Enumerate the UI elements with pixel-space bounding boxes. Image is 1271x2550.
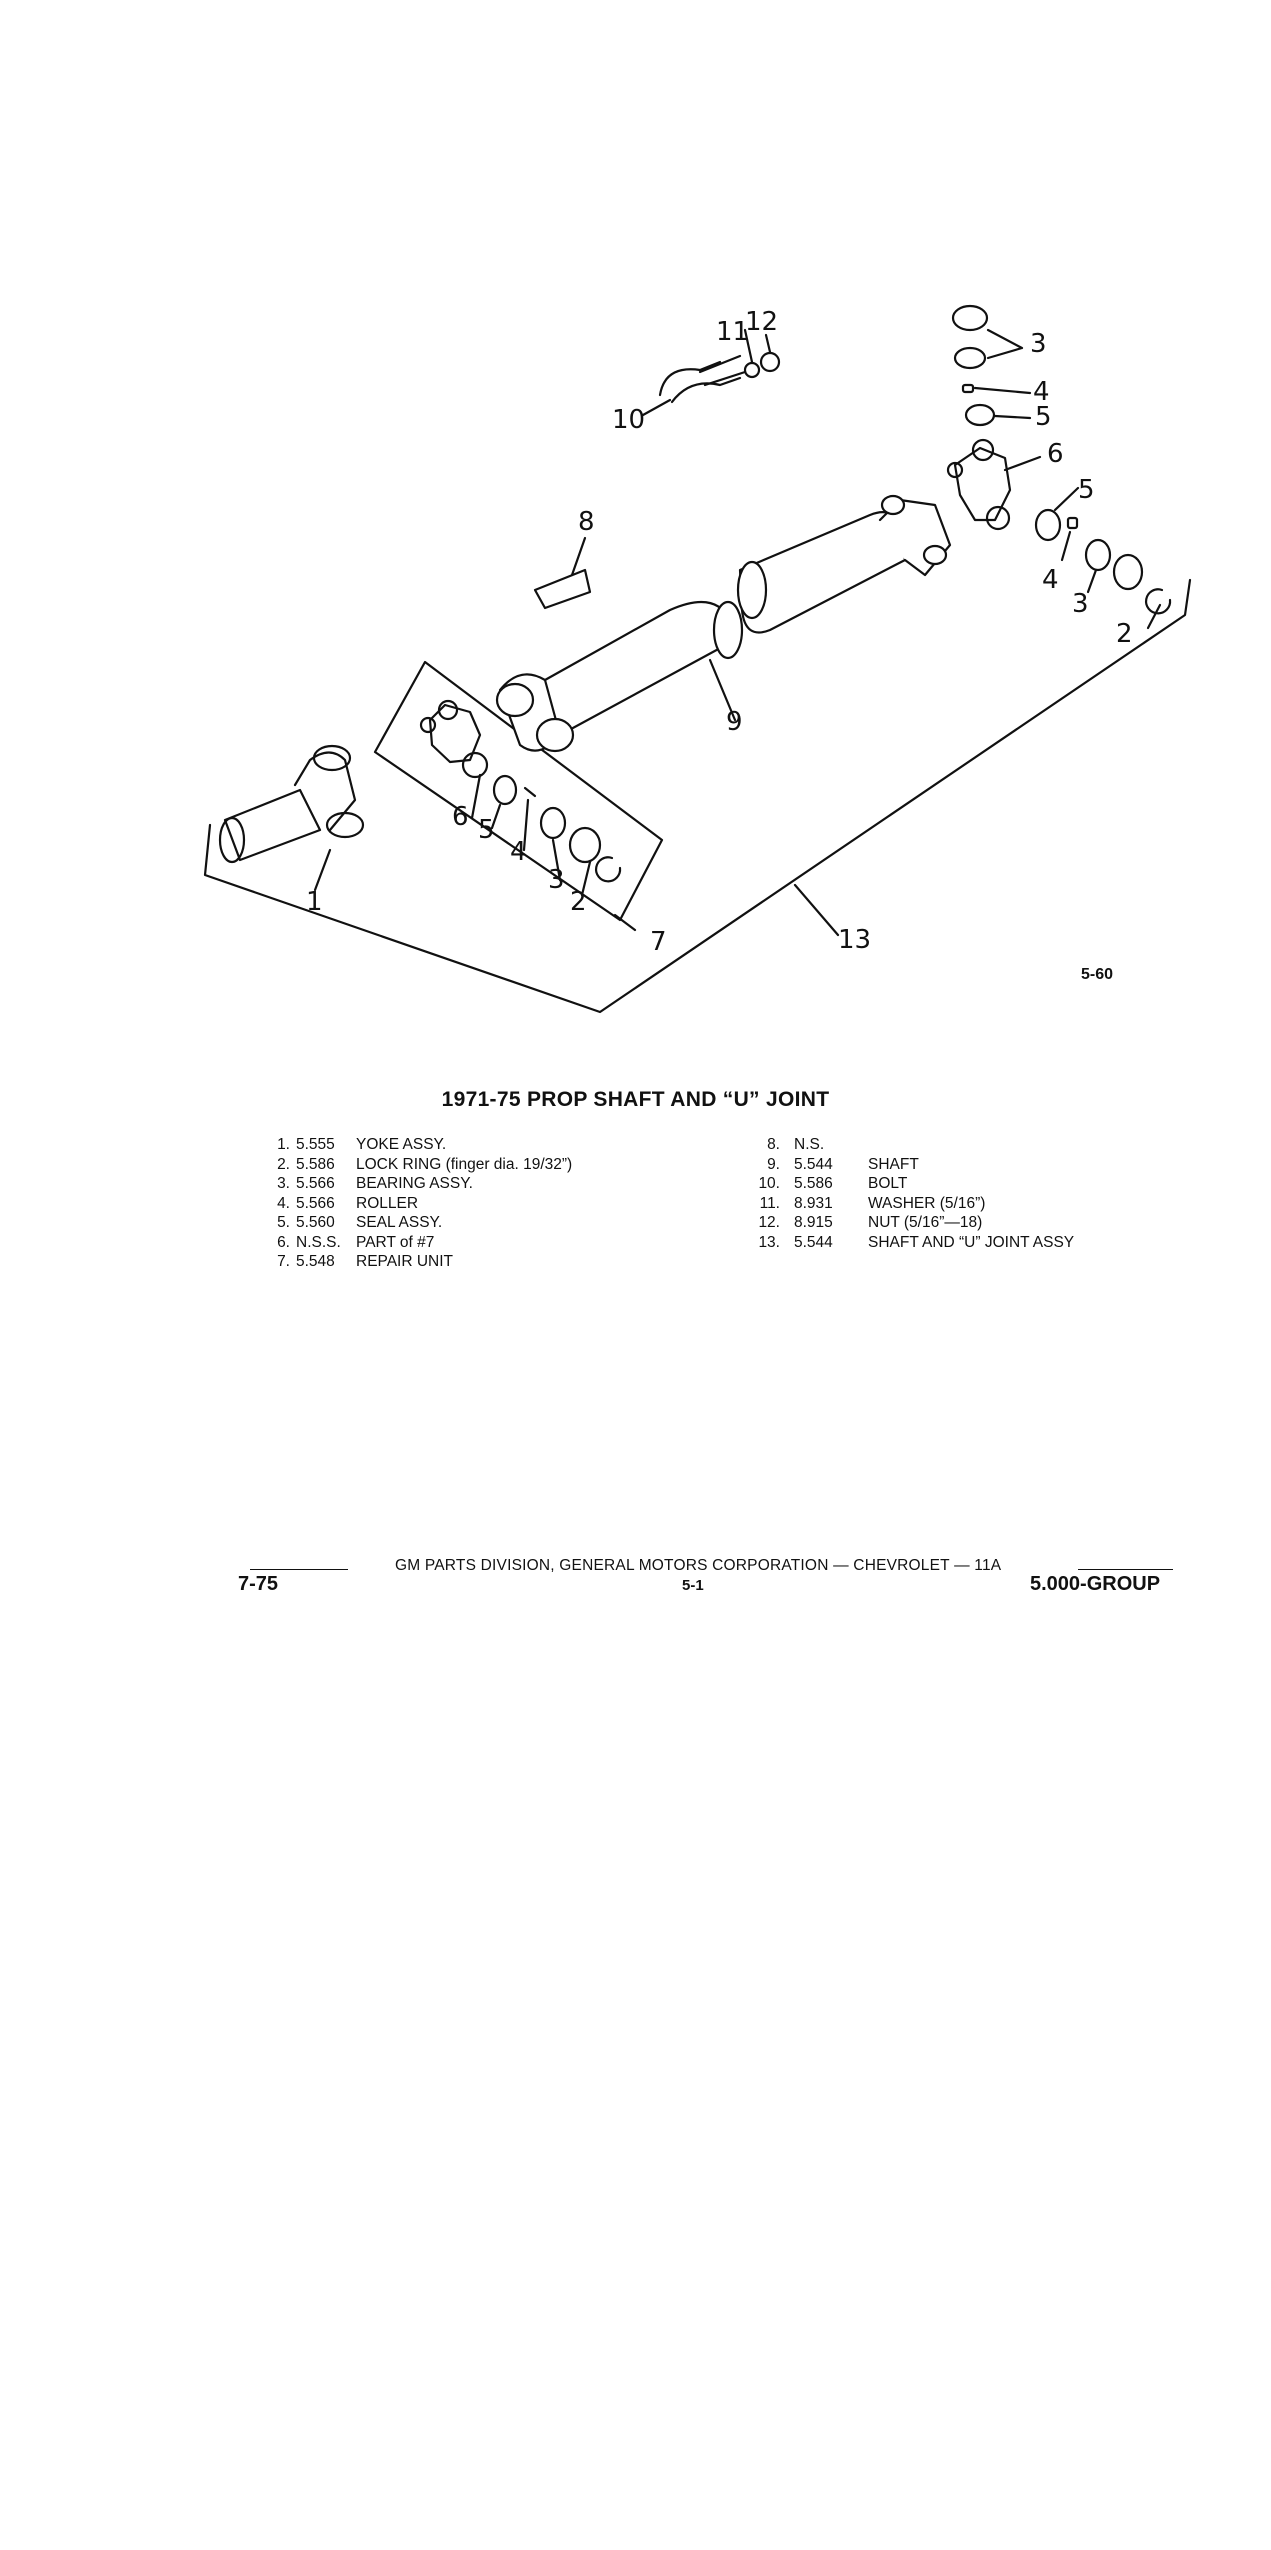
u-joint-cross-right xyxy=(948,440,1010,529)
page-title: 1971-75 PROP SHAFT AND “U” JOINT xyxy=(441,1088,830,1111)
callout-6-right: 6 xyxy=(1047,439,1064,469)
list-item: 6. N.S.S. PART of #7 xyxy=(277,1233,435,1251)
list-item: 10. 5.586 BOLT xyxy=(758,1175,908,1192)
list-item: 8. N.S. xyxy=(767,1136,825,1153)
footer-date: 7-75 xyxy=(238,1573,279,1595)
u-bolt xyxy=(660,356,745,402)
callout-1: 1 xyxy=(306,887,323,917)
footer-publisher: GM PARTS DIVISION, GENERAL MOTORS CORPORATION — CHEVROLET — 11A xyxy=(395,1557,1002,1574)
list-item: 13. 5.544 SHAFT AND “U” JOINT ASSY xyxy=(758,1233,1075,1251)
list-item: 3. 5.566 BEARING ASSY. xyxy=(277,1175,473,1192)
callout-4-right: 4 xyxy=(1042,565,1059,595)
footer-rule-right xyxy=(1078,1569,1173,1570)
prop-shaft-front xyxy=(497,602,742,751)
callout-5-right: 5 xyxy=(1078,475,1095,505)
callout-2-left: 2 xyxy=(570,887,587,917)
list-item: 1. 5.555 YOKE ASSY. xyxy=(277,1136,447,1153)
list-item: 7. 5.548 REPAIR UNIT xyxy=(277,1253,454,1270)
list-item: 11. 8.931 WASHER (5/16”) xyxy=(759,1194,986,1212)
callout-10: 10 xyxy=(612,405,646,435)
parts-list-right xyxy=(750,1135,1170,1252)
callout-7: 7 xyxy=(650,927,667,957)
exploded-parts-diagram xyxy=(0,0,1271,1040)
figure-number: 5-60 xyxy=(1081,966,1114,983)
u-joint-cross-left xyxy=(421,701,487,777)
list-item: 9. 5.544 SHAFT xyxy=(767,1155,919,1173)
footer-rule-left xyxy=(250,1569,348,1570)
callout-11: 11 xyxy=(716,317,750,347)
callout-3-top: 3 xyxy=(1030,329,1047,359)
callout-8: 8 xyxy=(578,507,595,537)
callout-6-left: 6 xyxy=(452,802,469,832)
callout-12: 12 xyxy=(745,307,779,337)
callout-3-right: 3 xyxy=(1072,589,1089,619)
prop-shaft-rear xyxy=(738,496,950,633)
callout-2-right: 2 xyxy=(1116,619,1133,649)
callout-5-left: 5 xyxy=(478,815,495,845)
callout-13: 13 xyxy=(838,925,872,955)
footer-page-number: 5-1 xyxy=(682,1577,704,1594)
callout-9: 9 xyxy=(726,707,743,737)
callout-4-top: 4 xyxy=(1033,377,1050,407)
parts-list-left xyxy=(260,1135,680,1272)
list-item: 4. 5.566 ROLLER xyxy=(277,1194,419,1212)
list-item: 5. 5.560 SEAL ASSY. xyxy=(277,1214,443,1231)
callout-5-top: 5 xyxy=(1035,402,1052,432)
list-item: 2. 5.586 LOCK RING (finger dia. 19/32”) xyxy=(277,1155,573,1173)
yoke-assembly xyxy=(220,746,363,862)
callout-4-left: 4 xyxy=(510,837,527,867)
footer-group: 5.000-GROUP xyxy=(1030,1573,1161,1595)
callout-3-left: 3 xyxy=(548,865,565,895)
list-item: 12. 8.915 NUT (5/16”—18) xyxy=(758,1214,983,1231)
